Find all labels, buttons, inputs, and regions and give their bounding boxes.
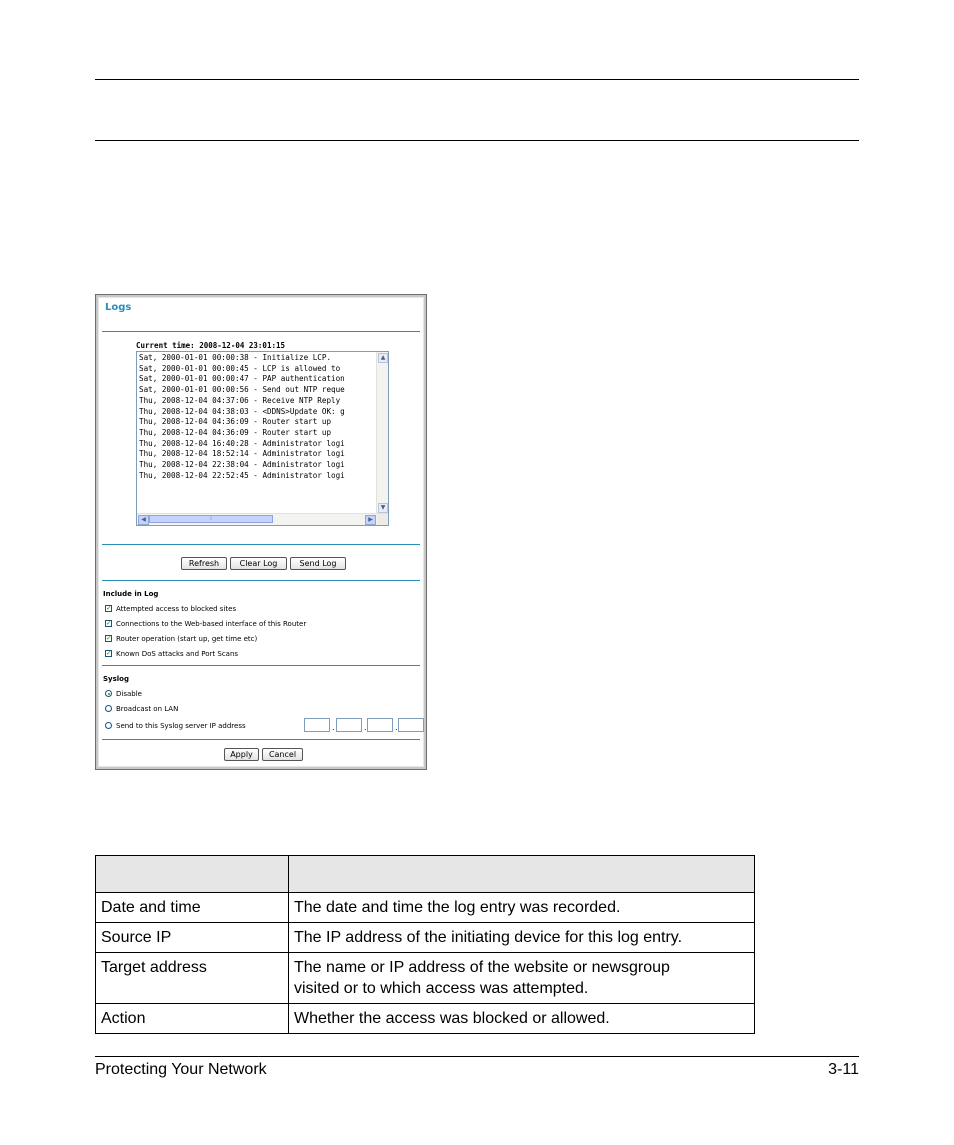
horizontal-scrollbar[interactable] [137,513,388,525]
footer-rule [95,1056,859,1057]
ip-dot: . [395,723,398,732]
checkbox-checked-icon[interactable]: ✓ [106,634,112,642]
clear-log-button[interactable]: Clear Log [230,557,287,570]
option-label: Router operation (start up, get time etc) [116,634,258,643]
current-time: Current time: 2008-12-04 23:01:15 [136,341,286,350]
checkbox-checked-icon[interactable]: ✓ [106,619,112,627]
divider [102,331,420,332]
scroll-left-icon[interactable]: ◀ [138,515,149,525]
log-line: Thu, 2008-12-04 04:37:06 - Receive NTP Reply [139,395,341,405]
ip-dot: . [332,723,335,732]
radio-icon[interactable] [105,705,112,712]
footer-title: Protecting Your Network [95,1061,267,1078]
table-row [96,1004,755,1034]
field-name: Target address [96,953,289,1004]
ip-octet-1-input[interactable] [304,718,330,732]
log-line: Thu, 2008-12-04 04:38:03 - <DDNS>Update OK: g [139,406,345,416]
option-label: Attempted access to blocked sites [116,604,237,613]
syslog-label: Syslog [103,675,129,683]
cancel-button[interactable]: Cancel [262,748,303,761]
include-option[interactable] [105,633,257,644]
field-name: Date and time [96,893,289,923]
checkbox-checked-icon[interactable]: ✓ [106,649,112,657]
field-name: Action [96,1004,289,1034]
log-line: Sat, 2000-01-01 00:00:45 - LCP is allowed to [139,363,341,373]
table-row [96,923,755,953]
log-line: Thu, 2008-12-04 04:36:09 - Router start up [139,417,332,427]
divider [102,739,420,740]
include-option[interactable] [105,618,306,629]
header-rule-bottom [95,140,859,141]
option-label: Broadcast on LAN [116,704,179,713]
radio-icon[interactable] [105,722,112,729]
field-description: The date and time the log entry was recorded. [289,893,755,923]
field-description: Whether the access was blocked or allowed. [289,1004,755,1034]
ip-dot: . [364,723,367,732]
option-label: Send to this Syslog server IP address [116,721,246,730]
scroll-thumb[interactable]: ⁞ [149,515,273,523]
field-name: Source IP [96,923,289,953]
logs-panel [98,297,424,767]
vertical-scrollbar[interactable] [376,352,388,514]
table-row [96,953,755,1004]
log-line: Sat, 2000-01-01 00:00:38 - Initialize LCP. [139,353,332,362]
log-line: Sat, 2000-01-01 00:00:56 - Send out NTP reque [139,385,345,395]
option-label: Disable [116,689,142,698]
syslog-option[interactable] [105,703,178,714]
include-in-log-label: Include in Log [103,590,159,598]
scroll-right-icon[interactable]: ▶ [365,515,376,525]
table-header-cell [289,856,755,893]
send-log-button[interactable]: Send Log [290,557,346,570]
scroll-up-icon[interactable]: ▲ [378,353,388,363]
log-line: Thu, 2008-12-04 04:36:09 - Router start up [139,427,332,437]
log-line: Thu, 2008-12-04 22:52:45 - Administrator logi [139,470,345,480]
ip-octet-2-input[interactable] [336,718,362,732]
scroll-corner [377,514,388,525]
checkbox-checked-icon[interactable]: ✓ [106,604,112,612]
divider [102,665,420,666]
include-option[interactable] [105,603,236,614]
refresh-button[interactable]: Refresh [181,557,227,570]
field-description: The name or IP address of the website or newsgroup visited or to which access was attempted. [289,953,755,1004]
logs-title: Logs [105,302,132,313]
log-line: Thu, 2008-12-04 16:40:28 - Administrator logi [139,438,345,448]
table-row [96,893,755,923]
include-option[interactable] [105,648,238,659]
option-label: Connections to the Web-based interface of this Router [116,619,307,628]
ip-octet-3-input[interactable] [367,718,393,732]
log-text [139,353,376,481]
scroll-down-icon[interactable]: ▼ [378,503,388,513]
syslog-option[interactable] [105,688,142,699]
table-header-row [96,856,755,893]
logs-screenshot [95,294,427,770]
log-textarea[interactable] [136,351,389,526]
field-description: The IP address of the initiating device for this log entry. [289,923,755,953]
log-line: Thu, 2008-12-04 22:38:04 - Administrator logi [139,460,345,470]
option-label: Known DoS attacks and Port Scans [116,649,239,658]
apply-button[interactable]: Apply [224,748,259,761]
table-header-cell [96,856,289,893]
page-number: 3-11 [828,1061,859,1078]
log-fields-table [95,855,755,1034]
ip-octet-4-input[interactable] [398,718,424,732]
radio-selected-icon[interactable] [105,690,112,697]
syslog-option[interactable] [105,720,246,731]
divider [102,580,420,581]
log-line: Sat, 2000-01-01 00:00:47 - PAP authentication [139,374,345,384]
divider [102,544,420,545]
header-rule-top [95,79,859,80]
log-line: Thu, 2008-12-04 18:52:14 - Administrator logi [139,449,345,459]
